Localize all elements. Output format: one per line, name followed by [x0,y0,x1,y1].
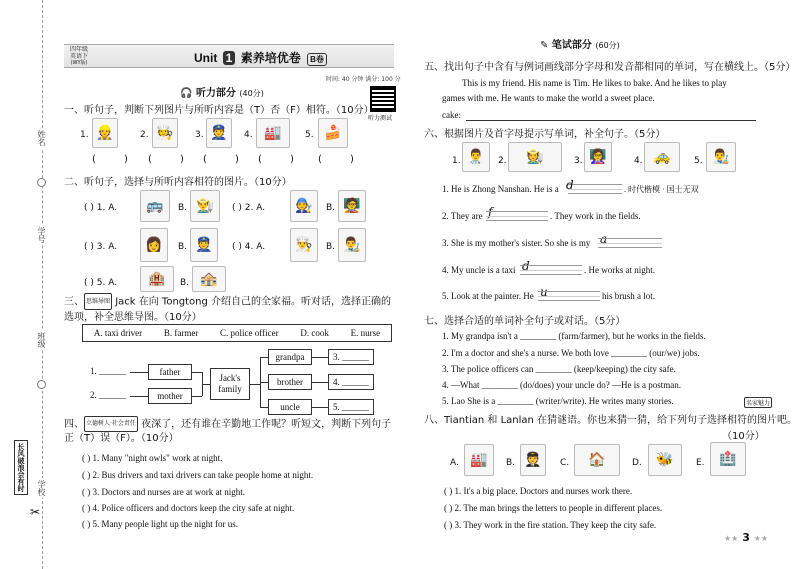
q6-write-line-2[interactable] [486,211,548,221]
q6-sentence-2b: . They work in the fields. [550,211,641,221]
star-icon: ★★ [753,534,769,543]
name-label: 姓名 [37,130,46,146]
q3-option-b: B. farmer [163,328,199,338]
q8-score: （10分） [722,431,765,442]
writing-part-title [540,36,620,51]
student-id-label: 学号 [37,227,46,243]
q4-item-3[interactable]: ( ) 3. Doctors and nurses are at work at night. [82,487,245,497]
unit-header [64,44,394,68]
q5-title: 五、找出句子中含有与例词画线部分字母和发音都相同的单词，写在横线上。（5分） [424,62,796,73]
q8-label-c: C. [560,458,570,468]
headphone-icon: 🎧 [180,88,193,99]
q2-pic-3a: 👩 [140,228,168,262]
q6-num-2: 2. [498,156,507,166]
q2-pic-2a: 🧑‍🔧 [290,190,318,222]
q8-pic-d: 🐝 [648,444,682,476]
q6-pic-5: 👨‍🎨 [706,142,736,172]
paper-title: 素养培优卷 [240,51,301,65]
q8-label-e: E. [696,458,705,468]
q7-tag: 名家魅力 [744,397,772,408]
q2-row3-b: B. [180,278,190,288]
grade: 四年级 [70,46,89,53]
q3-title [64,293,400,325]
q1-num-3: 3. [195,130,204,140]
q3-option-c: C. police officer [220,328,279,338]
pen-icon: ✎ [540,40,549,51]
map-blank-5[interactable]: 5. ______ [328,399,374,415]
q6-sentence-1a: 1. He is Zhong Nanshan. He is a [442,184,559,194]
listening-part-title [180,84,264,99]
q8-title: 八、Tiantian 和 Lanlan 在猜谜语。你也来猜一猜，给下列句子选择相符的图片吧。 [424,415,798,426]
punch-hole [37,380,46,389]
map-line [202,384,210,385]
q8-item-1[interactable]: ( ) 1. It's a big place. Doctors and nurses work there. [444,486,633,496]
q6-write-line-3[interactable] [598,238,662,248]
map-node-grandpa: grandpa [268,349,312,365]
q1-answer-1-open[interactable]: ( [92,154,96,165]
map-node-brother: brother [268,374,312,390]
q6-pic-3: 👩‍🏫 [584,142,612,172]
q2-pic-3b: 👮 [190,228,218,262]
map-node-mother: mother [148,388,192,404]
q8-item-3[interactable]: ( ) 3. They work in the fire station. They keep the city safe. [444,520,657,530]
q7-item-3[interactable]: 3. The police officers can ________ (keep/keeping) the city safe. [442,364,676,374]
q7-item-5[interactable]: 5. Lao She is a ________ (writer/write). He writes many stories. [442,396,674,406]
q6-sentence-5a: 5. Look at the painter. He [442,291,534,301]
map-line [250,384,260,385]
map-line [312,382,328,383]
q1-num-1: 1. [80,130,89,140]
edition: (WY版) [70,60,88,66]
q7-item-2[interactable]: 2. I'm a doctor and she's a nurse. We both love ________ (our/we) jobs. [442,348,700,358]
map-line [260,357,268,358]
q2-row1-b2: B. [326,203,336,213]
time-score: 时间: 40 分钟 满分: 100 分 [326,76,401,83]
q2-row1-b: B. [178,203,188,213]
page-number [724,531,768,544]
map-blank-3[interactable]: 3. ______ [328,349,374,365]
q6-num-1: 1. [452,156,461,166]
q1-answer-4-close: ) [290,154,294,165]
q1-pic-3: 👮 [206,118,232,148]
q2-row2-left[interactable]: ( ) 3. A. [84,242,118,252]
q4-item-4[interactable]: ( ) 4. Police officers and doctors keep the city safe at night. [82,503,295,513]
q6-sentence-4b: . He works at night. [584,265,655,275]
q1-answer-5-open[interactable]: ( [318,154,322,165]
q8-pic-b: 🧑‍✈️ [520,444,546,476]
q1-answer-2-close: ) [180,154,184,165]
q1-title: 一、听句子，判断下列图片与所听内容是（T）否（F）相符。（10分） [64,105,374,116]
q6-hint-letter-5: u [540,285,548,299]
map-line [130,396,148,397]
q6-pic-1: 👨‍⚕️ [462,142,490,172]
q4-item-2[interactable]: ( ) 2. Bus drivers and taxi drivers can take people home at night. [82,470,314,480]
unit-number: 1 [223,51,236,65]
q8-label-b: B. [506,458,516,468]
map-line [260,382,268,383]
q6-num-5: 5. [694,156,703,166]
q2-row1-left[interactable]: ( ) 1. A. [84,203,118,213]
q2-row2-b: B. [178,242,188,252]
q6-hint-letter-2: f [488,205,493,219]
q2-title: 二、听句子，选择与所听内容相符的图片。（10分） [64,177,292,188]
listening-score: (40分) [239,89,264,98]
q6-sentence-5b: his brush a lot. [602,291,655,301]
q3-options-box [82,324,392,342]
q2-pic-5a: 🏨 [140,266,174,292]
q1-answer-5-close: ) [350,154,354,165]
star-icon: ★★ [724,534,739,543]
subject: 英语下 [70,53,89,60]
q1-pic-1: 👷 [92,118,118,148]
q6-hint-letter-4: d [522,259,530,273]
q2-row2-b2: B. [326,242,336,252]
q6-sentence-3a: 3. She is my mother's sister. So she is my [442,238,591,248]
q8-item-2[interactable]: ( ) 2. The man brings the letters to people in different places. [444,503,663,513]
q6-sentence-2a: 2. They are [442,211,483,221]
q2-pic-1b: 👨‍🌾 [190,190,220,222]
side-slogan: 长风破浪会有时 [14,440,28,495]
q1-num-2: 2. [140,130,149,140]
q2-pic-4a: 👨‍🍳 [290,228,318,262]
q6-pic-4: 🚕 [644,142,680,172]
map-line [312,357,328,358]
map-line [192,372,202,373]
map-node-father: father [148,364,192,380]
q1-pic-4: 🏭 [256,118,290,148]
q2-pic-5b: 🏤 [192,266,226,292]
q1-answer-3-open[interactable]: ( [203,154,207,165]
school-label: 学校 [37,480,46,496]
writing-score: (60分) [595,41,620,50]
q1-pic-2: 🧑‍🍳 [152,118,178,148]
q4-tag: 立德树人·社会责任 [84,416,138,432]
page-number-value: 3 [742,531,750,544]
q6-num-3: 3. [574,156,583,166]
q6-write-line-4[interactable] [520,265,582,275]
q6-title: 六、根据图片及首字母提示写单词，补全句子。（5分） [424,129,666,140]
map-line [260,407,268,408]
q5-paragraph-line1: This is my friend. His name is Tim. He likes to bake. And he likes to play [462,78,727,88]
q1-num-4: 4. [244,130,253,140]
q6-write-line-5[interactable] [538,291,600,301]
q3-tag: 思维导图 [84,293,112,310]
q1-answer-4-open[interactable]: ( [258,154,262,165]
q6-write-line-1[interactable] [568,184,622,194]
q1-pic-5: 🍰 [318,118,348,148]
q3-num: 三、 [64,296,84,308]
q2-pic-4b: 👨‍🎨 [338,228,366,262]
q1-answer-1-close: ) [124,154,128,165]
q8-pic-e: 🏥 [710,442,746,476]
q6-num-4: 4. [634,156,643,166]
class-label: 班级 [37,332,46,348]
binding-strip [0,0,62,569]
q5-paragraph-line2: games with me. He wants to make the world a sweet place. [442,93,655,103]
grade-box [70,46,88,67]
map-line [192,396,202,397]
q1-answer-3-close: ) [235,154,239,165]
q3-text: Jack 在向 Tongtong 介绍自己的全家福。听对话，选择正确的选项，补全思维导图。（10分） [64,296,392,323]
q1-num-5: 5. [305,130,314,140]
q6-sentence-1b: . 时代楷模 · 国士无双 [624,185,699,194]
map-line [312,407,328,408]
map-blank-2[interactable]: 2. ______ [90,390,126,400]
q2-row2-right[interactable]: ( ) 4. A. [232,242,266,252]
q3-option-e: E. nurse [350,328,381,338]
unit-prefix: Unit [194,51,218,65]
punch-hole [37,178,46,187]
q6-pic-2: 🧑‍🌾 [508,142,562,172]
q1-answer-2-open[interactable]: ( [148,154,152,165]
q4-title [64,416,400,446]
q2-pic-2b: 🧑‍🏫 [338,190,366,222]
q4-num: 四、 [64,419,84,430]
q5-answer-line[interactable] [466,120,756,121]
writing-title: 笔试部分 [551,40,592,51]
q2-row1-right[interactable]: ( ) 2. A. [232,203,266,213]
q7-item-4[interactable]: 4. —What ________ (do/does) your uncle do? —He is a postman. [442,380,681,390]
q7-item-1[interactable]: 1. My grandpa isn't a ________ (farm/farmer), but he works in the fields. [442,331,706,341]
q2-row3-left[interactable]: ( ) 5. A. [84,278,118,288]
q8-label-d: D. [632,458,642,468]
q2-pic-1a: 🚌 [140,190,170,222]
map-blank-4[interactable]: 4. ______ [328,374,374,390]
q5-cake-label: cake: [442,110,461,120]
q8-pic-c: 🏠 [574,444,620,476]
qr-label: 听力测试 [368,115,393,122]
q3-option-d: D. cook [300,328,329,338]
map-node-uncle: uncle [268,399,312,415]
q6-sentence-4a: 4. My uncle is a taxi [442,265,516,275]
q6-hint-letter-1: d [566,178,574,192]
q6-hint-letter-3: a [600,232,608,246]
map-node-center: Jack's family [210,368,250,400]
unit-title [194,49,327,66]
q4-text: 夜深了，还有谁在辛勤地工作呢？听短文，判断下列句子正（T）误（F）。（10分） [64,419,392,444]
q7-title: 七、选择合适的单词补全句子或对话。（5分） [424,316,626,327]
q3-option-a: A. taxi driver [93,328,143,338]
map-line [130,372,148,373]
scissor-icon: ✂ [30,505,41,519]
listening-title: 听力部分 [195,88,236,99]
q8-label-a: A. [450,458,459,468]
q8-pic-a: 🏭 [464,444,494,476]
q4-item-1[interactable]: ( ) 1. Many "night owls" work at night. [82,453,223,463]
q4-item-5[interactable]: ( ) 5. Many people light up the night for us. [82,519,238,529]
map-blank-1[interactable]: 1. ______ [90,366,126,376]
level-badge: B卷 [307,53,327,66]
